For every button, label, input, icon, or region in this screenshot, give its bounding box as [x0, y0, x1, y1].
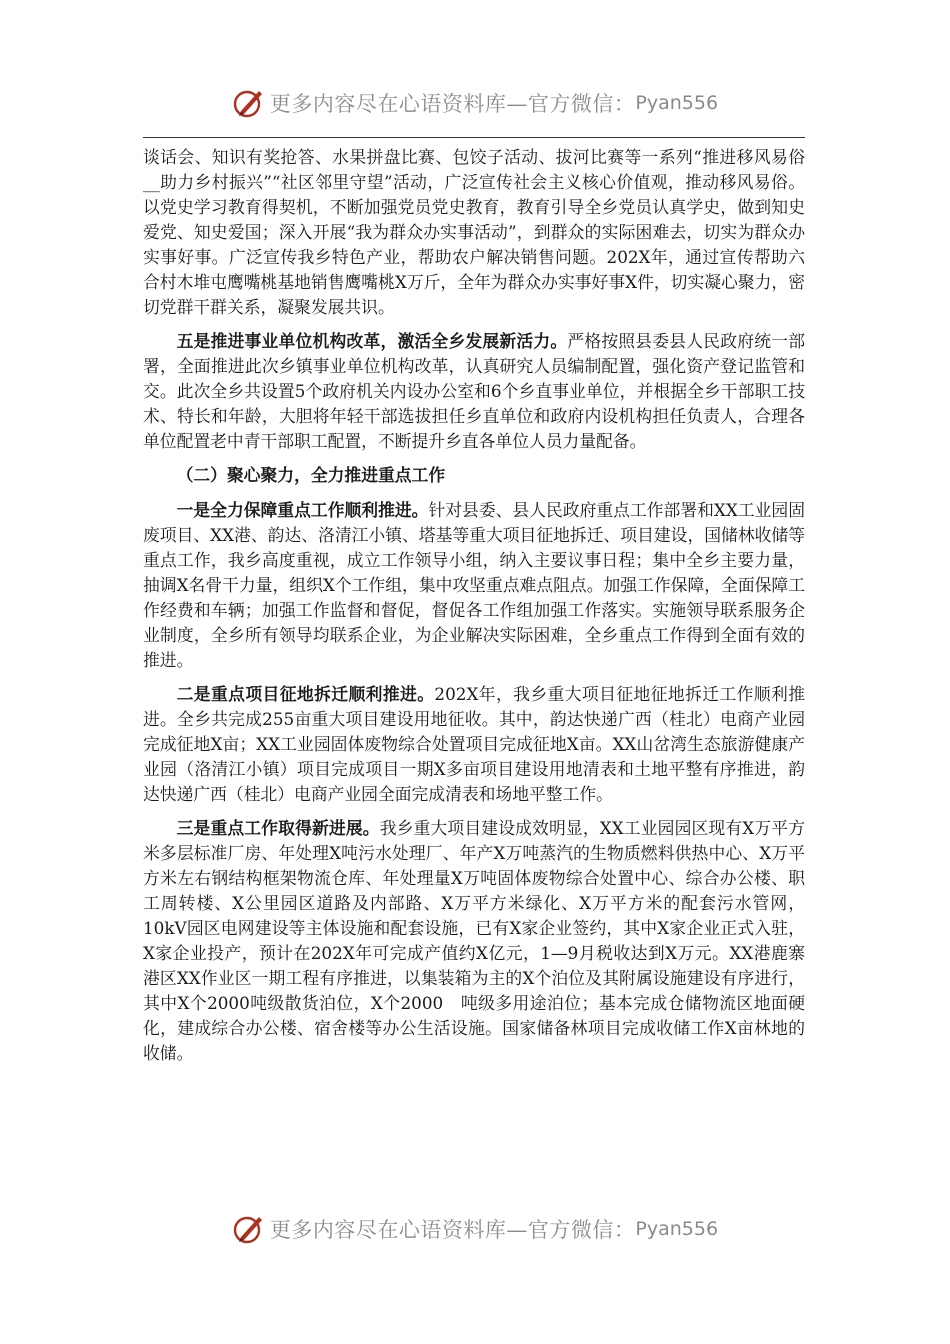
paragraph-text: 针对县委、县人民政府重点工作部署和XX工业园固废项目、XX港、韵达、洛清江小镇、塔基等重大项目征地拆迁、项目建设，国储林收储等重点工作，我乡高度重视，成立工作领导小组，纳入主要议事日程；集中全乡主要力量，抽调X名骨干力量，组织X个工作组，集中攻坚重点难点阻点。加强工作保障，全面保障工作经费和车辆；加强工作监督和督促，督促各工作组加强工作落实。实施领导联系服务企业制度，全乡所有领导均联系企业，为企业解决实际困难，全乡重点工作得到全面有效的推进。 [143, 500, 805, 670]
section-heading: （二）聚心聚力，全力推进重点工作 [176, 465, 446, 485]
pen-logo-icon [232, 86, 266, 120]
paragraph-key-work [143, 498, 805, 673]
paragraph-text: 严格按照县委县人民政府统一部署，全面推进此次乡镇事业单位机构改革，认真研究人员编制配置，强化资产登记监管和交。此次全乡共设置5个政府机关内设办公室和6个乡直事业单位，并根据全乡干部职工技术、特长和年龄，大胆将年轻干部选拔担任乡直单位和政府内设机构担任负责人，合理各单位配置老中青干部职工配置，不断提升乡直各单位人员力量配备。 [143, 331, 805, 451]
header-banner [0, 83, 950, 123]
header-rule [143, 137, 805, 138]
paragraph-text: 202X年，我乡重大项目征地征地拆迁工作顺利推进。全乡共完成255亩重大项目建设用地征收。其中，韵达快递广西（桂北）电商产业园完成征地X亩；XX工业园固体废物综合处置项目完成征地X亩。XX山岔湾生态旅游健康产业园（洛清江小镇）项目完成项目一期X多亩项目建设用地清表和土地平整有序推进，韵达快递广西（桂北）电商产业园全面完成清表和场地平整工作。 [143, 684, 805, 804]
paragraph-lead: 五是推进事业单位机构改革，激活全乡发展新活力。 [176, 331, 568, 351]
paragraph-lead: 一是全力保障重点工作顺利推进。 [176, 500, 429, 520]
paragraph-text: 我乡重大项目建设成效明显，XX工业园园区现有X万平方米多层标准厂房、年处理X吨污水处理厂、年产X万吨蒸汽的生物质燃料供热中心、X万平方米左右钢结构框架物流仓库、年处理量X万吨固体废物综合处置中心、综合办公楼、职工周转楼、X公里园区道路及内部路、X万平方米绿化、X万平方米的配套污水管网，10kV园区电网建设等主体设施和配套设施，已有X家企业签约，其中X家企业正式入驻，X家企业投产，预计在202X年可完成产值约X亿元，1—9月税收达到X万元。XX港鹿寨港区XX作业区一期工程有序推进，以集装箱为主的X个泊位及其附属设施建设有序进行，其中X个2000吨级散货泊位，X个2000 吨级多用途泊位；基本完成仓储物流区地面硬化，建成综合办公楼、宿舍楼等办公生活设施。国家储备林项目完成收储工作X亩林地的收储。 [143, 818, 805, 1063]
header-banner-brand: Pyan556 [635, 92, 719, 114]
paragraph-lead: 三是重点工作取得新进展。 [176, 818, 380, 838]
paragraph-lead: 二是重点项目征地拆迁顺利推进。 [176, 684, 435, 704]
footer-banner [0, 1209, 950, 1249]
document-body [143, 145, 805, 1075]
footer-banner-text: 更多内容尽在心语资料库—官方微信： [269, 1218, 636, 1242]
paragraph-land-acquisition [143, 682, 805, 807]
header-banner-text: 更多内容尽在心语资料库—官方微信： [269, 92, 636, 116]
paragraph-continuation: 谈话会、知识有奖抢答、水果拼盘比赛、包饺子活动、拔河比赛等一系列“推进移风易俗__助力乡村振兴”“社区邻里守望”活动，广泛宣传社会主义核心价值观，推动移风易俗。以党史学习教育得契机，不断加强党员党史教育，教育引导全乡党员认真学史，做到知史爱党、知史爱国；深入开展“我为群众办实事活动”，到群众的实际困难去，切实为群众办实事好事。广泛宣传我乡特色产业，帮助农户解决销售问题。202X年，通过宣传帮助六合村木堆屯鹰嘴桃基地销售鹰嘴桃X万斤，全年为群众办实事好事X件，切实凝心聚力，密切党群干群关系，凝聚发展共识。 [143, 147, 805, 317]
pen-logo-icon [232, 1212, 266, 1246]
paragraph-new-progress [143, 816, 805, 1066]
footer-banner-brand: Pyan556 [635, 1218, 719, 1240]
paragraph-institution-reform [143, 329, 805, 454]
